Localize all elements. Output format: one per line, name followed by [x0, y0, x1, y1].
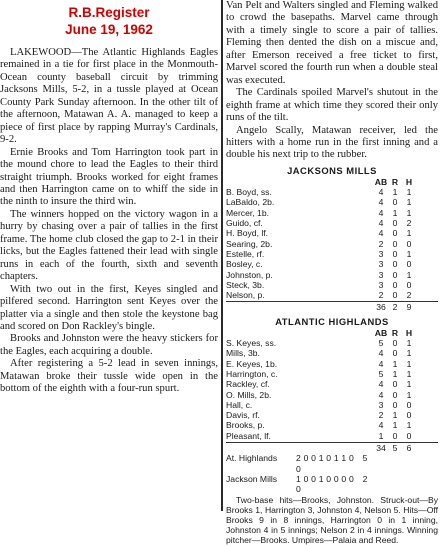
box-score-row [226, 410, 438, 420]
runs: 1 [392, 207, 398, 218]
hits: 0 [406, 430, 412, 441]
hits: 0 [406, 410, 412, 421]
at-bats: 4 [378, 379, 384, 390]
player-name: Estelle, rf. [226, 248, 265, 259]
at-bats: 4 [378, 358, 384, 369]
article-paragraph: Brooks and Johnston were the heavy stickers for the Eagles, each acquiring a double. [0, 333, 218, 357]
box-score-header: AB R H [374, 176, 413, 187]
at-bats: 1 [378, 430, 384, 441]
box-score-header: AB R H [374, 327, 413, 338]
hits: 2 [406, 290, 412, 301]
source-title: R.B.Register [68, 5, 150, 20]
hits: 0 [406, 238, 412, 249]
at-bats: 4 [378, 187, 384, 198]
runs: 0 [392, 430, 398, 441]
box-score-totals: 34 5 6 [226, 442, 438, 453]
column-divider [221, 0, 223, 511]
hits: 0 [406, 259, 412, 270]
right-column [226, 0, 438, 545]
line-score-row: Jackson Mills 1 0 0 1 0 0 0 0 0 2 [226, 473, 368, 495]
hits: 0 [406, 279, 412, 290]
box-score-totals: 36 2 9 [226, 301, 438, 312]
box-score-row [226, 369, 438, 379]
runs: 1 [392, 410, 398, 421]
source-label [0, 0, 218, 38]
runs: 0 [392, 218, 398, 229]
at-bats: 4 [378, 420, 384, 431]
player-name: B. Boyd, ss. [226, 187, 272, 198]
player-name: Bosley, c. [226, 259, 263, 270]
at-bats: 5 [378, 338, 384, 349]
runs: 0 [392, 338, 398, 349]
runs: 0 [392, 259, 398, 270]
hits: 1 [406, 228, 412, 239]
box-score-row [226, 270, 438, 280]
hits: 1 [406, 197, 412, 208]
player-name: Johnston, p. [226, 269, 273, 280]
player-name: E. Keyes, 1b. [226, 358, 278, 369]
box-score-row [226, 280, 438, 290]
at-bats: 5 [378, 368, 384, 379]
line-score [226, 453, 438, 494]
at-bats: 4 [378, 218, 384, 229]
runs: 0 [392, 348, 398, 359]
player-name: Mills, 3b. [226, 348, 260, 359]
box-score-row [226, 431, 438, 441]
hits: 1 [406, 348, 412, 359]
player-name: Pleasant, lf. [226, 430, 271, 441]
hits: 1 [406, 207, 412, 218]
at-bats: 3 [378, 279, 384, 290]
player-name: O. Mills, 2b. [226, 389, 272, 400]
box-score-row [226, 197, 438, 207]
box-score-row [226, 218, 438, 228]
hits: 1 [406, 368, 412, 379]
at-bats: 2 [378, 238, 384, 249]
left-column [0, 0, 218, 396]
article-paragraph: After registering a 5-2 lead in seven innings, Matawan broke their tussle wide open in the bottom of the eighth with a four-run spurt. [0, 358, 218, 395]
box-score-row [226, 390, 438, 400]
player-name: Rackley, cf. [226, 379, 270, 390]
player-name: Guido, cf. [226, 218, 263, 229]
box-score-row [226, 420, 438, 430]
runs: 0 [392, 248, 398, 259]
article-paragraph: Angelo Scally, Matawan receiver, led the hitters with a home run in the first inning and a double his next trip to the rubber. [226, 124, 438, 161]
runs: 0 [392, 290, 398, 301]
article-paragraph: The winners hopped on the victory wagon in a hurry by chasing over a pair of tallies in the first frame. The home club closed the gap to 2-1 in their licks, but the Eagles fattened their lead with single runs in each of the fourth, sixth and seventh chapters. [0, 208, 218, 283]
box-score-row [226, 348, 438, 358]
runs: 1 [392, 420, 398, 431]
box-score-row [226, 359, 438, 369]
player-name: Davis, rf. [226, 410, 260, 421]
box-score-row [226, 228, 438, 238]
runs: 0 [392, 379, 398, 390]
atlantic-box-score [226, 316, 438, 454]
at-bats: 4 [378, 197, 384, 208]
game-summary: Two-base hits—Brooks, Johnston. Struck-out—By Brooks 1, Harrington 3, Johnston 4, Nelson 5. Hits—Off Brooks 9 in 8 innings, Harrington 0 in 1 inning, Johnston 4 in 5 innings; Nelson 2 in 4 innings. Winning pitcher—Brooks. Umpires—Palaia and Reed. [226, 494, 438, 545]
hits: 1 [406, 389, 412, 400]
at-bats: 3 [378, 399, 384, 410]
source-date: June 19, 1962 [65, 22, 153, 37]
player-name: Harrington, c. [226, 368, 278, 379]
article-paragraph: The Cardinals spoiled Marvel's shutout in the eighth frame at which time they scored their only runs of the tilt. [226, 87, 438, 124]
box-score-row [226, 290, 438, 300]
at-bats: 2 [378, 410, 384, 421]
at-bats: 2 [378, 290, 384, 301]
at-bats: 3 [378, 248, 384, 259]
hits: 1 [406, 269, 412, 280]
box-score-row [226, 379, 438, 389]
article-paragraph: Ernie Brooks and Tom Harrington took part in the mound chore to lead the Eagles to their third straight triumph. Brooks worked for eight frames and then Harrington came on to whiff the side in the ninth to insure the third win. [0, 146, 218, 208]
box-score-row [226, 239, 438, 249]
box-score-title: JACKSONS MILLS [287, 164, 377, 176]
hits: 2 [406, 218, 412, 229]
hits: 1 [406, 248, 412, 259]
hits: 1 [406, 187, 412, 198]
hits: 1 [406, 338, 412, 349]
runs: 0 [392, 238, 398, 249]
runs: 0 [392, 389, 398, 400]
player-name: Brooks, p. [226, 420, 265, 431]
player-name: Mercer, 1b. [226, 207, 269, 218]
player-name: H. Boyd, lf. [226, 228, 269, 239]
runs: 1 [392, 187, 398, 198]
player-name: Steck, 3b. [226, 279, 265, 290]
runs: 1 [392, 368, 398, 379]
at-bats: 3 [378, 259, 384, 270]
box-score-row [226, 208, 438, 218]
runs: 0 [392, 279, 398, 290]
jacksons-box-score [226, 165, 438, 313]
article-paragraph: Van Pelt and Walters singled and Fleming walked to crowd the basepaths. Marvel came through with a timely single to score a pair of tallies. Fleming then dented the dish on a miscue and, after Emerson received a free ticket to first, Marvel scored the fourth run when a double steal was executed. [226, 0, 438, 86]
player-name: Hall, c. [226, 399, 253, 410]
box-score-title: ATLANTIC HIGHLANDS [275, 315, 389, 327]
hits: 1 [406, 358, 412, 369]
hits: 0 [406, 399, 412, 410]
at-bats: 4 [378, 389, 384, 400]
at-bats: 4 [378, 348, 384, 359]
article-paragraph: With two out in the first, Keyes singled and pilfered second. Harrington sent Keyes over the platter via a single and then stole the keystone bag and scored on Don Rackley's bingle. [0, 283, 218, 332]
player-name: Searing, 2b. [226, 238, 273, 249]
article-paragraph: LAKEWOOD—The Atlantic Highlands Eagles remained in a tie for first place in the Monmouth-Ocean county baseball circuit by trimming Jacksons Mills, 5-2, in a tussle played at Ocean County Park Sunday afternoon. In the other tilt of the afternoon, Matawan A. A. managed to keep a piece of first place by rapping Murray's Cardinals, 9-2. [0, 47, 218, 146]
runs: 0 [392, 399, 398, 410]
at-bats: 3 [378, 269, 384, 280]
at-bats: 4 [378, 228, 384, 239]
box-score-row [226, 249, 438, 259]
line-score-row: At. Highlands 2 0 0 1 0 1 1 0 0 5 [226, 453, 368, 474]
box-score-row [226, 338, 438, 348]
player-name: LaBaldo, 2b. [226, 197, 275, 208]
player-name: Nelson, p. [226, 290, 265, 301]
box-score-row [226, 187, 438, 197]
box-score-row [226, 400, 438, 410]
runs: 0 [392, 269, 398, 280]
hits: 1 [406, 379, 412, 390]
hits: 1 [406, 420, 412, 431]
runs: 0 [392, 197, 398, 208]
runs: 1 [392, 358, 398, 369]
at-bats: 4 [378, 207, 384, 218]
runs: 0 [392, 228, 398, 239]
player-name: S. Keyes, ss. [226, 338, 277, 349]
box-score-row [226, 259, 438, 269]
